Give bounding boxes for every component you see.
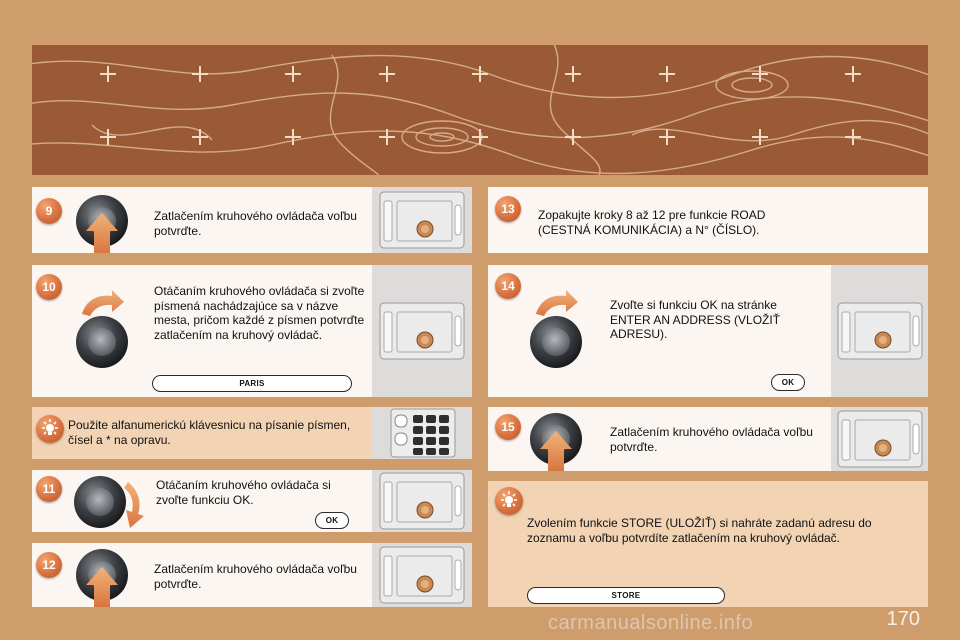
radio-unit-icon (379, 546, 465, 604)
phone-keypad-icon (389, 407, 457, 459)
step-11-badge: 11 (36, 476, 62, 502)
radio-unit-icon (379, 472, 465, 530)
step-12-badge: 12 (36, 552, 62, 578)
lightbulb-icon (36, 415, 64, 443)
knob-push-arrow-icon (526, 409, 586, 471)
radio-unit-icon (379, 302, 465, 360)
knob-rotate-arrow-icon (72, 474, 154, 530)
step-13-text: Zopakujte kroky 8 až 12 pre funkcie ROAD (CESTNÁ KOMUNIKÁCIA) a N° (ČÍSLO). (538, 208, 766, 237)
radio-unit-icon (379, 191, 465, 249)
ok-pill: OK (771, 374, 805, 391)
knob-rotate-arrow-icon (526, 290, 586, 370)
topographic-pattern (32, 45, 928, 175)
step-10-text: Otáčaním kruhového ovládača si zvoľte písmená nachádzajúce sa v názve mesta, pričom každé z písmen potvrďte zatlačením na kruhový ovládač. (154, 284, 365, 342)
tip-keypad-text: Použite alfanumerickú klávesnicu na písanie písmen, čísel a * na opravu. (68, 418, 351, 447)
lightbulb-icon (495, 487, 523, 515)
step-9-badge: 9 (36, 198, 62, 224)
watermark: carmanualsonline.info (548, 612, 754, 634)
knob-push-arrow-icon (72, 191, 132, 253)
step-11-text: Otáčaním kruhového ovládača si zvoľte funkciu OK. (156, 478, 331, 507)
header-banner (32, 45, 928, 175)
page-number: 170 (886, 608, 920, 630)
ok-pill: OK (315, 512, 349, 529)
step-14-text: Zvoľte si funkciu OK na stránke ENTER AN ADDRESS (VLOŽIŤ ADRESU). (610, 298, 781, 341)
step-12-text: Zatlačením kruhového ovládača voľbu potvrďte. (154, 562, 357, 591)
paris-pill: PARIS (152, 375, 352, 392)
radio-unit-icon (837, 410, 923, 468)
step-14-badge: 14 (495, 273, 521, 299)
step-9-text: Zatlačením kruhového ovládača voľbu potvrďte. (154, 209, 357, 238)
store-pill: STORE (527, 587, 725, 604)
step-10-badge: 10 (36, 274, 62, 300)
step-15-text: Zatlačením kruhového ovládača voľbu potvrďte. (610, 425, 813, 454)
knob-push-arrow-icon (72, 545, 132, 607)
step-13-badge: 13 (495, 196, 521, 222)
step-15-badge: 15 (495, 414, 521, 440)
knob-rotate-arrow-icon (72, 290, 132, 370)
tip-store-text: Zvolením funkcie STORE (ULOŽIŤ) si nahráte zadanú adresu do zoznamu a voľbu potvrdíte zatlačením na kruhový ovládač. (527, 516, 872, 545)
radio-unit-icon (837, 302, 923, 360)
